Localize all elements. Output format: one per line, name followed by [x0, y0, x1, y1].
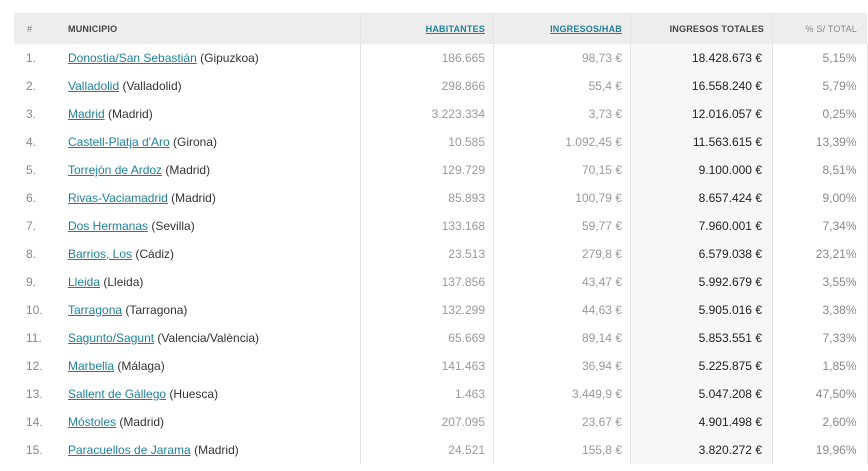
row-ingresos-totales: 5.047.208 € [631, 380, 773, 408]
row-ingresos-hab: 59,77 € [494, 212, 631, 240]
table-row [14, 44, 867, 72]
row-pct-total: 3,55% [773, 268, 868, 296]
municipio-link[interactable]: Valladolid [68, 79, 120, 93]
table-row [14, 240, 867, 268]
municipio-link[interactable]: Donostia/San Sebastián [68, 51, 197, 65]
province-label: (Huesca) [169, 387, 219, 401]
province-label: (Valencia/València) [157, 331, 260, 345]
row-ingresos-hab: 55,4 € [494, 72, 631, 100]
row-pct-total: 13,39% [773, 128, 868, 156]
row-ingresos-totales: 5.992.679 € [631, 268, 773, 296]
table-row [14, 184, 867, 212]
header-municipio: MUNICIPIO [63, 13, 361, 44]
province-label: (Madrid) [119, 415, 165, 429]
row-municipio [63, 156, 361, 184]
table-body [14, 44, 867, 464]
row-municipio [63, 324, 361, 352]
row-ingresos-totales: 5.225.875 € [631, 352, 773, 380]
row-habitantes: 24.521 [361, 436, 494, 464]
row-habitantes: 85.893 [361, 184, 494, 212]
row-pct-total: 23,21% [773, 240, 868, 268]
province-label: (Lleida) [103, 275, 144, 289]
row-ingresos-hab: 44,63 € [494, 296, 631, 324]
row-rank: 4. [26, 135, 37, 149]
province-label: (Sevilla) [151, 219, 195, 233]
row-municipio [63, 128, 361, 156]
row-municipio [63, 212, 361, 240]
row-pct-total: 9,00% [773, 184, 868, 212]
row-ingresos-totales: 4.901.498 € [631, 408, 773, 436]
row-pct-total: 3,38% [773, 296, 868, 324]
municipio-link[interactable]: Dos Hermanas [68, 219, 149, 233]
row-habitantes: 65.669 [361, 324, 494, 352]
table-row [14, 296, 867, 324]
row-rank: 5. [26, 163, 37, 177]
row-pct-total: 7,34% [773, 212, 868, 240]
row-pct-total: 5,79% [773, 72, 868, 100]
province-label: (Valladolid) [122, 79, 182, 93]
table-header-row [14, 13, 867, 44]
province-label: (Madrid) [108, 107, 153, 121]
row-rank: 8. [26, 247, 37, 261]
table-row [14, 156, 867, 184]
row-ingresos-hab: 3.449,9 € [494, 380, 631, 408]
row-habitantes: 133.168 [361, 212, 494, 240]
row-ingresos-totales: 5.853.551 € [631, 324, 773, 352]
row-ingresos-hab: 70,15 € [494, 156, 631, 184]
row-rank: 10. [26, 303, 43, 317]
row-municipio [63, 436, 361, 464]
municipio-link[interactable]: Sagunto/Sagunt [68, 331, 155, 345]
row-municipio [63, 380, 361, 408]
row-pct-total: 19,96% [773, 436, 868, 464]
row-rank: 15. [26, 443, 43, 457]
header-rank: # [14, 13, 63, 44]
province-label: (Gipuzkoa) [200, 51, 259, 65]
row-habitantes: 298.866 [361, 72, 494, 100]
row-pct-total: 2,60% [773, 408, 868, 436]
row-ingresos-totales: 16.558.240 € [631, 72, 773, 100]
row-habitantes: 141.463 [361, 352, 494, 380]
table-row [14, 100, 867, 128]
row-ingresos-hab: 3,73 € [494, 100, 631, 128]
table-row [14, 128, 867, 156]
header-habitantes-sort[interactable]: HABITANTES [361, 13, 494, 44]
row-pct-total: 5,15% [773, 44, 868, 72]
table-row [14, 324, 867, 352]
row-ingresos-totales: 5.905.016 € [631, 296, 773, 324]
row-municipio [63, 240, 361, 268]
row-pct-total: 0,25% [773, 100, 868, 128]
municipio-link[interactable]: Sallent de Gállego [68, 387, 167, 401]
row-ingresos-totales: 11.563.615 € [631, 128, 773, 156]
table-row [14, 380, 867, 408]
row-habitantes: 10.585 [361, 128, 494, 156]
row-municipio [63, 268, 361, 296]
row-ingresos-hab: 43,47 € [494, 268, 631, 296]
municipio-link[interactable]: Barrios, Los [68, 247, 133, 261]
row-municipio [63, 44, 361, 72]
row-pct-total: 7,33% [773, 324, 868, 352]
municipio-link[interactable]: Castell-Platja d'Aro [68, 135, 170, 149]
row-rank: 14. [26, 415, 43, 429]
province-label: (Madrid) [194, 443, 239, 457]
table-row [14, 212, 867, 240]
table-row [14, 352, 867, 380]
row-rank: 3. [26, 107, 37, 121]
row-ingresos-totales: 8.657.424 € [631, 184, 773, 212]
row-habitantes: 129.729 [361, 156, 494, 184]
province-label: (Madrid) [165, 163, 211, 177]
row-habitantes: 186.665 [361, 44, 494, 72]
municipio-link[interactable]: Móstoles [68, 415, 117, 429]
table-row [14, 408, 867, 436]
row-municipio [63, 296, 361, 324]
row-municipio [63, 352, 361, 380]
row-rank: 13. [26, 387, 43, 401]
municipio-link[interactable]: Marbella [68, 359, 115, 373]
row-municipio [63, 72, 361, 100]
row-ingresos-totales: 18.428.673 € [631, 44, 773, 72]
row-ingresos-hab: 1.092,45 € [494, 128, 631, 156]
row-pct-total: 1,85% [773, 352, 868, 380]
row-habitantes: 1.463 [361, 380, 494, 408]
province-label: (Girona) [173, 135, 218, 149]
row-habitantes: 23.513 [361, 240, 494, 268]
row-rank: 7. [26, 219, 37, 233]
header-ingresos-totales: INGRESOS TOTALES [631, 13, 773, 44]
province-label: (Cádiz) [135, 247, 175, 261]
row-ingresos-totales: 7.960.001 € [631, 212, 773, 240]
province-label: (Madrid) [171, 191, 216, 205]
municipio-link[interactable]: Torrejón de Ardoz [68, 163, 163, 177]
municipio-link[interactable]: Madrid [68, 107, 105, 121]
row-habitantes: 3.223.334 [361, 100, 494, 128]
row-ingresos-hab: 279,8 € [494, 240, 631, 268]
row-pct-total: 47,50% [773, 380, 868, 408]
row-ingresos-hab: 36,94 € [494, 352, 631, 380]
header-pct-total: % S/ TOTAL [773, 13, 868, 44]
table-row [14, 72, 867, 100]
municipio-link[interactable]: Rivas-Vaciamadrid [68, 191, 168, 205]
row-rank: 9. [26, 275, 37, 289]
row-ingresos-hab: 23,67 € [494, 408, 631, 436]
row-pct-total: 8,51% [773, 156, 868, 184]
row-habitantes: 132.299 [361, 296, 494, 324]
row-ingresos-hab: 89,14 € [494, 324, 631, 352]
row-ingresos-hab: 98,73 € [494, 44, 631, 72]
row-rank: 1. [26, 51, 37, 65]
table-row [14, 436, 867, 464]
row-ingresos-totales: 3.820.272 € [631, 436, 773, 464]
row-habitantes: 207.095 [361, 408, 494, 436]
municipio-link[interactable]: Lleida [68, 275, 101, 289]
municipio-link[interactable]: Paracuellos de Jarama [68, 443, 191, 457]
province-label: (Tarragona) [125, 303, 188, 317]
row-ingresos-hab: 100,79 € [494, 184, 631, 212]
municipalities-table [14, 13, 868, 464]
row-rank: 2. [26, 79, 37, 93]
row-ingresos-totales: 9.100.000 € [631, 156, 773, 184]
row-municipio [63, 408, 361, 436]
row-habitantes: 137.856 [361, 268, 494, 296]
province-label: (Málaga) [117, 359, 165, 373]
row-ingresos-totales: 6.579.038 € [631, 240, 773, 268]
row-rank: 12. [26, 359, 43, 373]
row-municipio [63, 100, 361, 128]
row-rank: 6. [26, 191, 37, 205]
header-ingresos-hab-sort[interactable]: INGRESOS/HAB [494, 13, 631, 44]
table-row [14, 268, 867, 296]
municipio-link[interactable]: Tarragona [68, 303, 123, 317]
row-ingresos-totales: 12.016.057 € [631, 100, 773, 128]
row-municipio [63, 184, 361, 212]
row-rank: 11. [26, 331, 42, 345]
row-ingresos-hab: 155,8 € [494, 436, 631, 464]
